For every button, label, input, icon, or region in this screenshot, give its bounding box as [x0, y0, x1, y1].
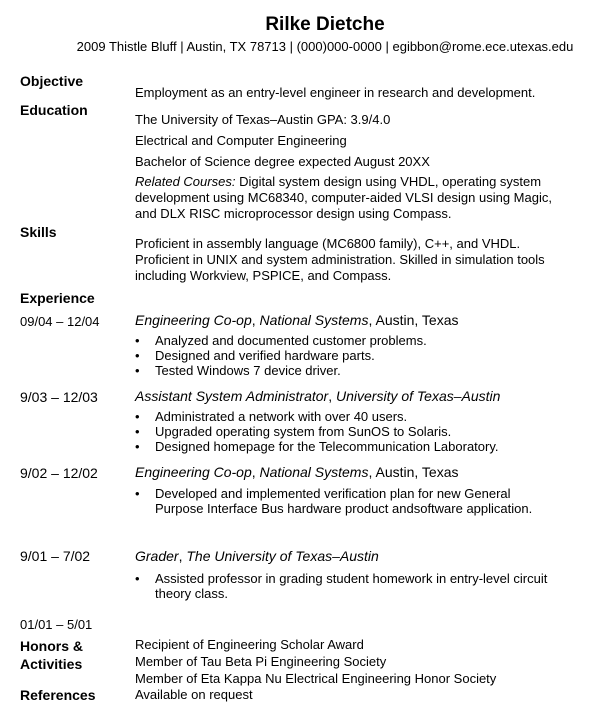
- list-item: • Analyzed and documented customer problems.: [135, 333, 555, 348]
- contact-line: 2009 Thistle Bluff | Austin, TX 78713 | (000)000-0000 | egibbon@rome.ece.utexas.edu: [76, 39, 574, 54]
- related-courses: [135, 174, 555, 222]
- list-item: • Tested Windows 7 device driver.: [135, 363, 555, 378]
- job-title: Grader: [135, 548, 179, 564]
- job-title-line: Engineering Co-op, National Systems, Austin, Texas: [135, 312, 459, 328]
- job-bullets: [135, 486, 545, 516]
- references-heading: References: [20, 687, 96, 703]
- education-line: Electrical and Computer Engineering: [135, 133, 347, 148]
- honors-line: Recipient of Engineering Scholar Award: [135, 637, 364, 652]
- education-line: The University of Texas–Austin GPA: 3.9/4.0: [135, 112, 391, 127]
- job-org: University of Texas–Austin: [336, 388, 501, 404]
- activities-heading: Activities: [20, 656, 83, 672]
- skills-heading: Skills: [20, 224, 57, 240]
- education-line: Bachelor of Science degree expected August 20XX: [135, 154, 430, 169]
- honors-line: Member of Eta Kappa Nu Electrical Engineering Honor Society: [135, 671, 497, 686]
- job-bullets: [135, 333, 555, 378]
- extra-dates: 01/01 – 5/01: [20, 617, 93, 632]
- resume-name: Rilke Dietche: [265, 14, 385, 35]
- job-dates: 9/01 – 7/02: [20, 548, 91, 564]
- job-org: National Systems: [259, 464, 369, 480]
- objective-heading: Objective: [20, 73, 84, 89]
- list-item: • Designed homepage for the Telecommunication Laboratory.: [135, 439, 555, 454]
- job-org: National Systems: [259, 312, 369, 328]
- education-heading: Education: [20, 102, 88, 118]
- list-item: • Administrated a network with over 40 users.: [135, 409, 555, 424]
- skills-text: Proficient in assembly language (MC6800 family), C++, and VHDL. Proficient in UNIX and system administration. Skilled in simulation tools including Workview, PSPICE, and Compass.: [135, 236, 545, 283]
- list-item: • Assisted professor in grading student homework in entry-level circuit theory class.: [135, 571, 560, 601]
- job-title-line: Engineering Co-op, National Systems, Austin, Texas: [135, 464, 459, 480]
- job-org: The University of Texas–Austin: [186, 548, 379, 564]
- job-location: , Austin, Texas: [368, 464, 459, 480]
- list-item: • Developed and implemented verification plan for new General Purpose Interface Bus hardware product andsoftware application.: [135, 486, 545, 516]
- job-title: Engineering Co-op: [135, 312, 252, 328]
- list-item: • Upgraded operating system from SunOS to Solaris.: [135, 424, 555, 439]
- job-title: Engineering Co-op: [135, 464, 252, 480]
- honors-heading: Honors &: [20, 638, 83, 654]
- references-text: Available on request: [135, 687, 253, 702]
- objective-text: Employment as an entry-level engineer in research and development.: [135, 85, 536, 100]
- job-title: Assistant System Administrator: [135, 388, 329, 404]
- experience-heading: Experience: [20, 290, 95, 306]
- job-title-line: Assistant System Administrator, University of Texas–Austin: [135, 388, 501, 404]
- job-bullets: [135, 409, 555, 454]
- job-bullets: [135, 571, 560, 601]
- job-title-line: Grader, The University of Texas–Austin: [135, 548, 379, 564]
- job-dates: 09/04 – 12/04: [20, 314, 100, 329]
- related-courses-label: Related Courses:: [135, 174, 236, 189]
- job-location: , Austin, Texas: [368, 312, 459, 328]
- honors-line: Member of Tau Beta Pi Engineering Society: [135, 654, 387, 669]
- job-dates: 9/03 – 12/03: [20, 389, 98, 405]
- list-item: • Designed and verified hardware parts.: [135, 348, 555, 363]
- related-courses-text: Digital system design using VHDL, operating system development using MC68340, computer-aided VLSI design using Magic, and DLX RISC microprocessor design using Compass.: [135, 174, 552, 221]
- job-dates: 9/02 – 12/02: [20, 465, 98, 481]
